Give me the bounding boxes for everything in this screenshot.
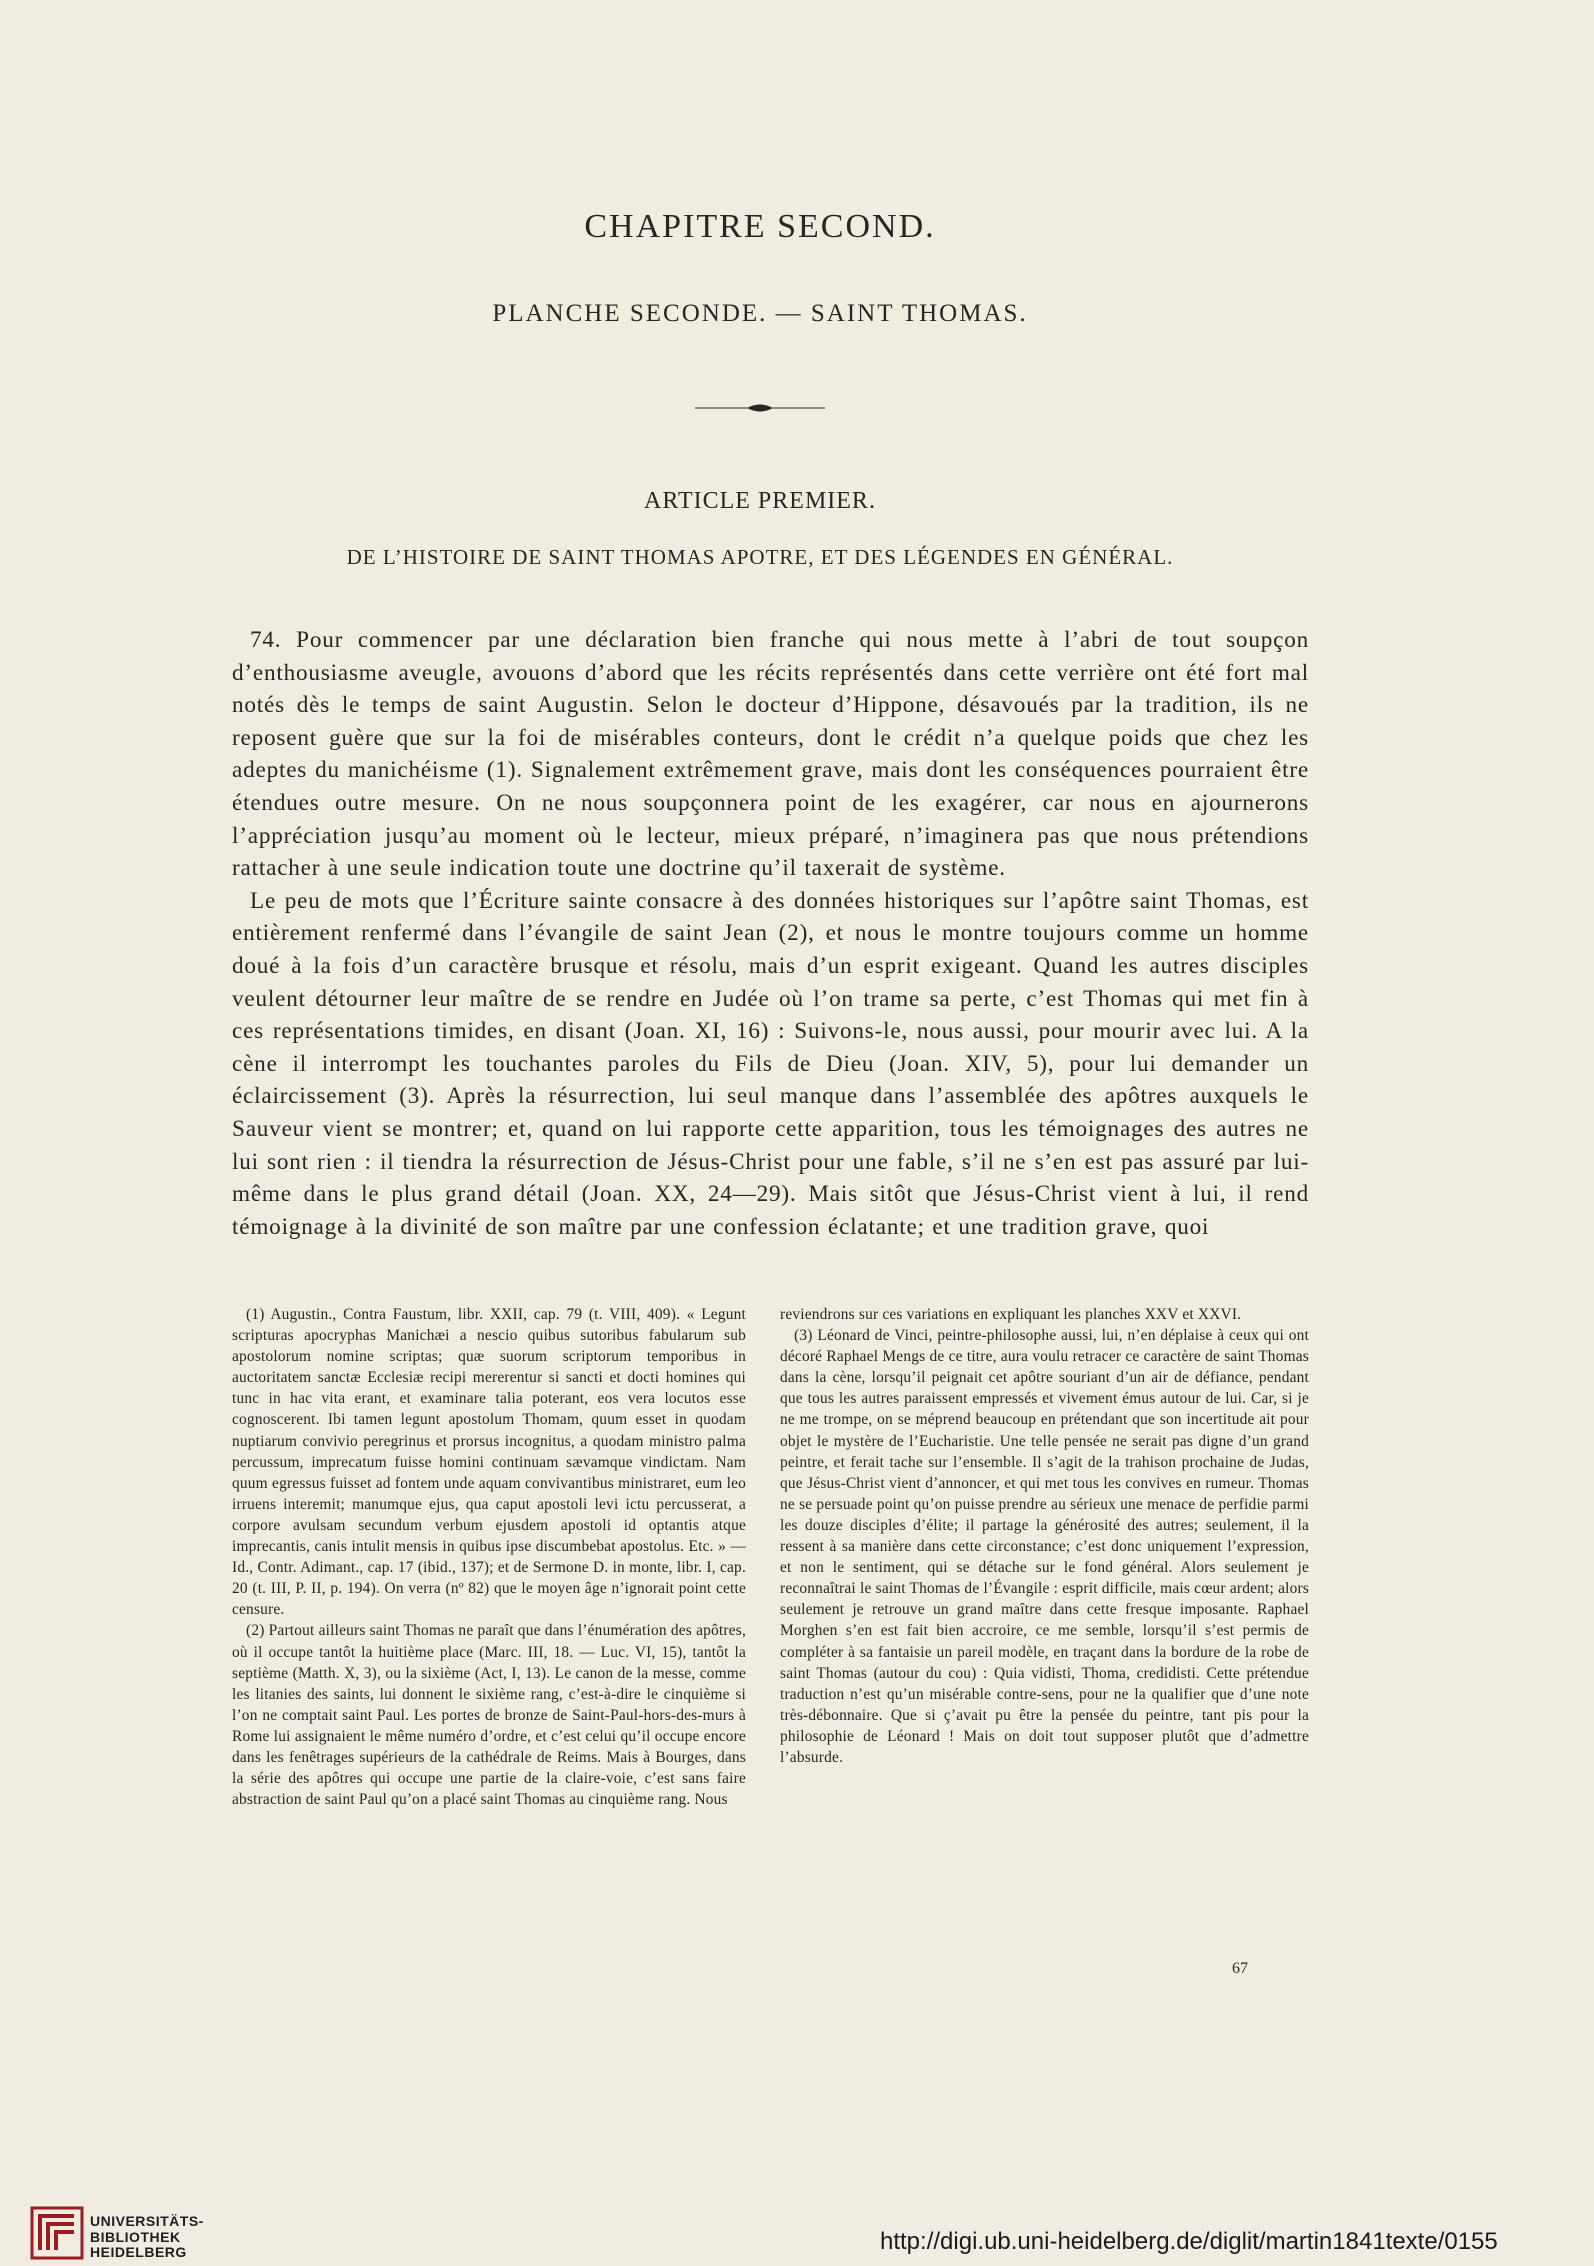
library-name: UNIVERSITÄTS- BIBLIOTHEK HEIDELBERG [90, 2213, 204, 2260]
source-url-link[interactable]: http://digi.ub.uni-heidelberg.de/diglit/martin1841texte/0155 [880, 2228, 1498, 2255]
footnote: (2) Partout ailleurs saint Thomas ne paraît que dans l’énumération des apôtres, où il occupe tantôt la huitième place (Marc. III, 18. — Luc. VI, 15), tantôt la septième (Matth. X, 3), ou la sixième (Act, I, 13). Le canon de la messe, comme les litanies des saints, lui donnent le sixième rang, c’est-à-dire le cinquième si l’on ne comptait saint Paul. Les portes de bronze de Saint-Paul-hors-des-murs à Rome lui assignaient le même numéro d’ordre, et c’est celui qu’il occupe encore dans les fenêtrages supérieurs de la cathédrale de Reims. Mais à Bourges, dans la série des apôtres qui occupe une partie de la claire-voie, c’est sans faire abstraction de saint Paul qu’on a placé saint Thomas au cinquième rang. Nous [232, 1622, 746, 1809]
article-title: ARTICLE PREMIER. [644, 488, 876, 514]
footnotes-left-column [232, 1304, 746, 1810]
paragraph: 74. Pour commencer par une déclaration bien franche qui nous mette à l’abri de tout soupçon d’enthousiasme aveugle, avouons d’abord que les récits représentés dans cette verrière ont été fort mal notés dès le temps de saint Augustin. Selon le docteur d’Hippone, désavoués par la tradition, ils ne reposent guère que sur la foi de misérables conteurs, dont le crédit n’a quelque poids que chez les adeptes du manichéisme (1). Signalement extrêmement grave, mais dont les conséquences pourraient être étendues outre mesure. On ne nous soupçonnera point de les exagérer, car nous en ajournerons l’appréciation jusqu’au moment où le lecteur, mieux préparé, n’imaginera pas que nous prétendions rattacher à une seule indication toute une doctrine qu’il taxerait de système. [232, 627, 1309, 882]
page-number: 67 [1232, 1960, 1248, 1977]
main-text [232, 624, 1309, 1243]
paragraph: Le peu de mots que l’Écriture sainte consacre à des données historiques sur l’apôtre saint Thomas, est entièrement renfermé dans l’évangile de saint Jean (2), et nous le montre toujours comme un homme doué à la fois d’un caractère brusque et résolu, mais d’un esprit exigeant. Quand les autres disciples veulent détourner leur maître de se rendre en Judée où l’on trame sa perte, c’est Thomas qui met fin à ces représentations timides, en disant (Joan. XI, 16) : Suivons-le, nous aussi, pour mourir avec lui. A la cène il interrompt les touchantes paroles du Fils de Dieu (Joan. XIV, 5), pour lui demander un éclaircissement (3). Après la résurrection, lui seul manque dans l’assemblée des apôtres auxquels le Sauveur vient se montrer; et, quand on lui rapporte cette apparition, tous les témoignages des autres ne lui sont rien : il tiendra la résurrection de Jésus-Christ pour une fable, s’il ne s’en est pas assuré par lui-même dans le plus grand détail (Joan. XX, 24—29). Mais sitôt que Jésus-Christ vient à lui, il rend témoignage à la divinité de son maître par une confession éclatante; et une tradition grave, quoi [232, 887, 1309, 1240]
planche-heading: PLANCHE SECONDE. — SAINT THOMAS. [492, 300, 1028, 327]
footnote: reviendrons sur ces variations en expliquant les planches XXV et XXVI. [780, 1306, 1242, 1323]
footnote: (3) Léonard de Vinci, peintre-philosophe aussi, lui, n’en déplaise à ceux qui ont décoré Raphael Mengs de ce titre, aura voulu retracer ce caractère de saint Thomas dans la cène, lorsqu’il peignait cet apôtre souriant d’un air de défiance, pendant que tous les autres paraissent empressés et vivement émus autour de lui. Car, si je ne me trompe, on se méprend beaucoup en prétendant que son incertitude ait pour objet le mystère de l’Eucharistie. Une telle pensée ne serait pas digne d’un grand peintre, et ferait tache sur l’ensemble. Il s’agit de la trahison prochaine de Judas, que Jésus-Christ vient d’annoncer, et qui met tous les convives en rumeur. Thomas ne se persuade point qu’on puisse prendre au sérieux une menace de perfidie parmi les douze disciples d’élite; il partage la générosité des autres; seulement, il la ressent à sa manière dans cette circonstance; c’est donc uniquement l’expression, et non le sentiment, qui se détache sur le fond général. Alors seulement je reconnaîtrai le saint Thomas de l’Évangile : esprit difficile, mais cœur ardent; alors seulement je retrouve un grand maître dans cette fresque imposante. Raphael Morghen s’en est fait bien accroire, ce me semble, lorsqu’il s’est permis de compléter à sa fantaisie un pareil modèle, en traçant dans la bordure de la robe de saint Thomas (autour du cou) : Quia vidisti, Thoma, credidisti. Cette prétendue traduction n’est qu’un misérable contre-sens, pour ne la qualifier que d’une note très-débonnaire. Que si ç’avait pu être la pensée du peintre, tant pis pour la philosophie de Léonard ! Mais on doit tout supposer plutôt que d’admettre l’absurde. [780, 1327, 1309, 1766]
ornament-divider [695, 402, 825, 414]
footnotes-right-column [780, 1304, 1309, 1768]
chapter-title: CHAPITRE SECOND. [584, 208, 936, 245]
article-subtitle: DE L’HISTOIRE DE SAINT THOMAS APOTRE, ET DES LÉGENDES EN GÉNÉRAL. [346, 545, 1174, 569]
library-logo-icon [30, 2206, 84, 2260]
footnote: (1) Augustin., Contra Faustum, libr. XXII, cap. 79 (t. VIII, 409). « Legunt scripturas apocryphas Manichæi a nescio quibus sutoribus fabularum sub apostolorum nomine scriptas; quæ suorum scriptorum temporibus in auctoritatem sanctæ Ecclesiæ recipi mererentur si sancti et docti homines qui tunc in hac vita erant, et examinare talia poterant, eos vera locutos esse cognoscerent. Ibi tamen legunt apostolum Thomam, quum esset in quodam nuptiarum convivio peregrinus et prorsus incognitus, a quodam ministro palma percussum, imprecatum fuisse homini continuam sævamque vindictam. Nam quum egressus fuisset ad fontem unde aquam convivantibus ministraret, eum leo irruens interemit; manumque ejus, qua caput apostoli levi ictu percusserat, a corpore avulsam secundum verbum ejusdem apostoli id optantis atque imprecantis, canis intulit mensis in quibus ipse discumbebat apostolus. Etc. » — Id., Contr. Adimant., cap. 17 (ibid., 137); et de Sermone D. in monte, libr. I, cap. 20 (t. III, P. II, p. 194). On verra (nº 82) que le moyen âge n’ignorait point cette censure. [232, 1306, 746, 1619]
